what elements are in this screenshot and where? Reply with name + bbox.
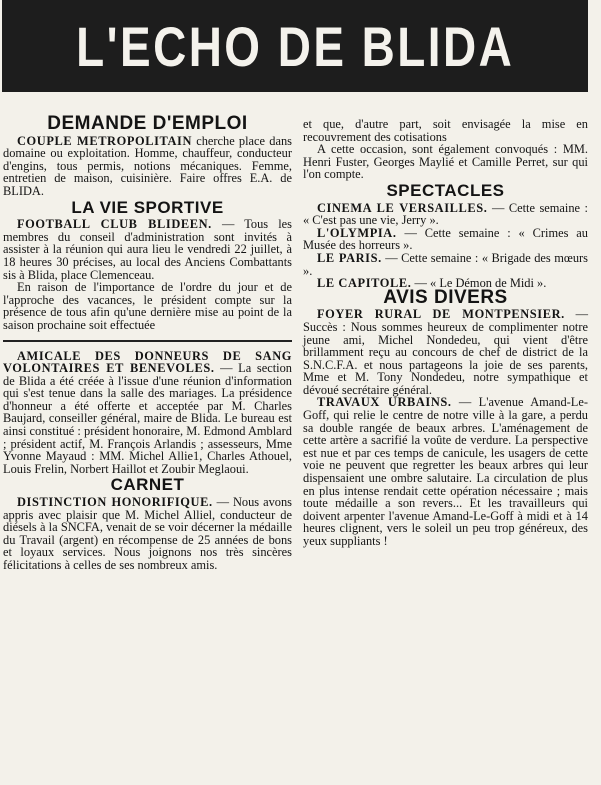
article-lead: FOYER RURAL DE MONTPENSIER. xyxy=(317,307,565,322)
section-heading-carnet: CARNET xyxy=(110,475,185,495)
listing-olympia xyxy=(303,227,588,252)
article-lead: TRAVAUX URBAINS. xyxy=(317,395,452,410)
article-lead: FOOTBALL CLUB BLIDEEN. xyxy=(17,217,212,232)
article-distinction xyxy=(3,496,292,572)
section-heading-spectacles: SPECTACLES xyxy=(386,180,505,200)
masthead xyxy=(2,0,588,92)
article-continuation-2: A cette occasion, sont également convoqués : MM. Henri Fuster, Georges Maylié et Camille Perret, sur qui l'on compte. xyxy=(303,142,588,182)
listing-text: — Cette semaine : « Crimes au Musée des horreurs ». xyxy=(303,225,588,253)
article-football xyxy=(3,218,292,281)
article-football-continued: En raison de l'importance de l'ordre du jour et de l'approche des vacances, le président compte sur la présence de tous afin qu'une dernière mise au point de la saison prochaine soit effectuée xyxy=(3,280,292,332)
listing-versailles xyxy=(303,202,588,227)
listing-text: — Cette semaine : « Brigade des mœurs ». xyxy=(303,250,588,278)
article-lead: AMICALE DES DONNEURS DE SANG VOLONTAIRES ET BENEVOLES. xyxy=(3,348,292,376)
listing-lead: LE CAPITOLE. xyxy=(317,276,412,291)
article-text: — La section de Blida a été créée à l'issue d'une réunion d'information qui s'est tenue dans la salle des mariages. La présidence d'honneur a été offerte et acceptée par M. Charles Baujard, conseiller général, maire de Blida. Le bureau est ainsi constitué : président honoraire, M. Edmond Amblard ; président actif, M. François Arlandis ; assesseurs, Mme Yvonne Mayaud : MM. Michel Allie1, Charles Athouel, Louis Frelin, Norbert Haillot et Zoubir Meglaoui. xyxy=(3,361,292,476)
article-text: — Nous avons appris avec plaisir que M. Michel Alliel, conducteur de diésels à la SNCFA, venait de se voir décerner la médaille du Travail (argent) en récompense de 25 années de bons et loyaux services. Nous joignons nos très sincères félicitations à celles de ses nombreux amis. xyxy=(3,495,292,572)
article-emploi xyxy=(3,135,292,198)
column-divider xyxy=(3,340,292,342)
section-heading-avis: AVIS DIVERS xyxy=(383,286,508,308)
right-column xyxy=(303,118,588,548)
listing-lead: CINEMA LE VERSAILLES. xyxy=(317,200,488,215)
article-text: — Tous les membres du conseil d'administration sont invités à assister à la réunion qui aura lieu le vendredi 22 juillet, à 18 heures 30 précises, au local des Anciens Combattants sis à Blida, place Clemenceau. xyxy=(3,217,292,282)
article-text: — L'avenue Amand-Le-Goff, qui relie le centre de notre ville à la gare, a perdu sa double rangée de beaux arbres. L'aménagement de cette artère a sacrifié la voûte de verdure. La perspective est nue et par ces temps de canicule, les usagers de cette voie ne peuvent que regretter les beaux arbres qui leur dispensaient une ombre salutaire. La circulation de plus en plus intense rendait cette opération nécessaire ; mais toute médaille a son revers... Et les travailleurs qui doivent arpenter l'avenue Amand-Le-Goff à midi et à 14 heures clignent, vers le soleil un peu trop généreux, des yeux suppliants ! xyxy=(303,395,588,548)
newspaper-title: L'ECHO DE BLIDA xyxy=(75,14,515,78)
article-foyer-rural xyxy=(303,308,588,396)
listing-text: — « Le Démon de Midi ». xyxy=(414,276,547,291)
section-heading-emploi: DEMANDE D'EMPLOI xyxy=(47,113,248,134)
listing-lead: LE PARIS. xyxy=(317,250,382,265)
listing-text: — Cette semaine : « C'est pas une vie, Jerry ». xyxy=(303,200,588,228)
article-text: cherche place dans domaine ou exploitation. Homme, chauffeur, conducteur d'engins, tous permis, notions mécaniques. Femme, entretien de maison, cuisinière. Faire offres E.A. de BLIDA. xyxy=(3,133,292,198)
article-text: — Succès : Nous sommes heureux de complimenter notre jeune ami, Michel Nondedeu, qui vient d'être brillamment reçu au concours de chef de district de la S.N.C.F.A. et nous partageons la joie de ses parents, Mme et M. Tony Nondedeu, notre sympathique et dévoué secrétaire général. xyxy=(303,307,588,397)
listing-lead: L'OLYMPIA. xyxy=(317,225,397,240)
article-lead: COUPLE METROPOLITAIN xyxy=(17,133,192,148)
article-lead: DISTINCTION HONORIFIQUE. xyxy=(17,495,213,510)
section-heading-sportive: LA VIE SPORTIVE xyxy=(71,197,224,217)
article-travaux xyxy=(303,396,588,547)
article-continuation: et que, d'autre part, soit envisagée la mise en recouvrement des cotisations xyxy=(303,117,588,144)
article-amicale xyxy=(3,350,292,476)
listing-paris xyxy=(303,252,588,277)
left-column xyxy=(3,113,292,572)
